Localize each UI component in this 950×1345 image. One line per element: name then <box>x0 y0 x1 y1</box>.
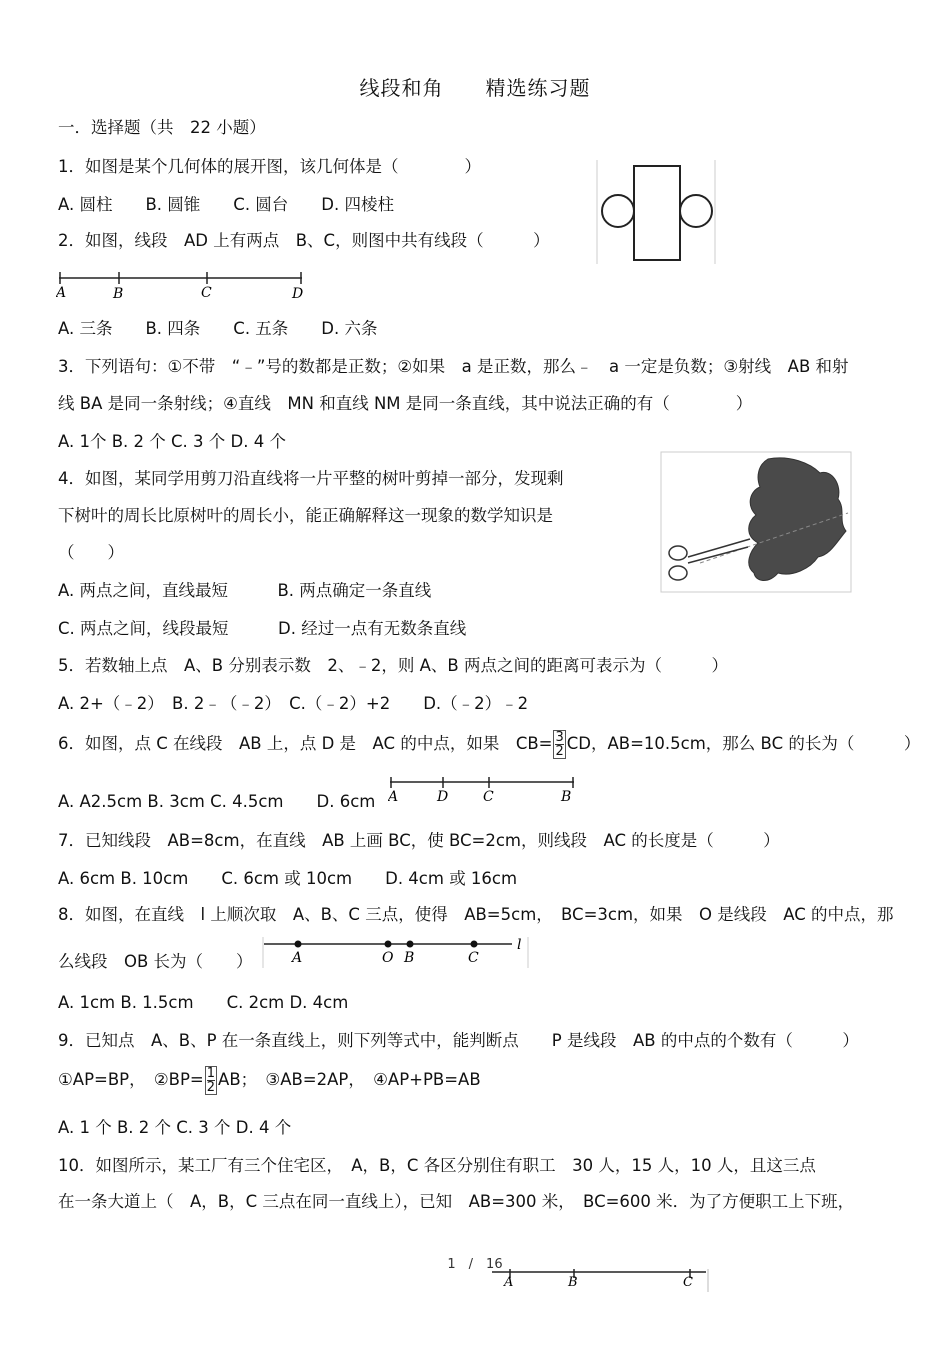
lateral-rectangle <box>634 166 680 260</box>
question-9: 9．已知点 A、B、P 在一条直线上，则下列等式中，能判断点 P 是线段 AB 的中点的个数有（ ） <box>58 1031 859 1050</box>
question-4-line-3: （ ） <box>58 543 124 562</box>
options-4-line-2: C. 两点之间，线段最短 D. 经过一点有无数条直线 <box>58 619 467 638</box>
fraction-numerator: 1 <box>206 1066 216 1081</box>
question-9-pre: ①AP=BP， ②BP= <box>58 1070 204 1089</box>
fraction-denominator: 2 <box>206 1080 216 1095</box>
question-6-post: CD，AB=10.5cm，那么 BC 的长为（ ） <box>566 734 921 753</box>
point-b <box>407 941 414 948</box>
question-1: 1．如图是某个几何体的展开图，该几何体是（ ） <box>58 157 481 176</box>
point-o <box>385 941 392 948</box>
point-a <box>295 941 302 948</box>
point-c <box>471 941 478 948</box>
fraction-denominator: 2 <box>555 744 564 759</box>
question-3-line-1: 3．下列语句：①不带 “﹣”号的数都是正数；②如果 a 是正数，那么﹣ a 一定是负数；③射线 AB 和射 <box>58 357 849 376</box>
label-a: A <box>56 285 67 301</box>
question-3-line-2: 线 BA 是同一条射线；④直线 MN 和直线 NM 是同一条直线，其中说法正确的有（ ） <box>58 394 753 413</box>
options-5: A. 2+（﹣2） B. 2﹣（﹣2） C.（﹣2）+2 D.（﹣2）﹣2 <box>58 694 529 713</box>
cylinder-net-figure <box>596 158 718 266</box>
label-b: B <box>568 1275 578 1290</box>
label-c: C <box>483 789 494 805</box>
question-9-conditions <box>58 1066 481 1095</box>
options-7: A. 6cm B. 10cm C. 6cm 或 10cm D. 4cm 或 16cm <box>58 869 518 888</box>
question-7: 7．已知线段 AB=8cm，在直线 AB 上画 BC，使 BC=2cm，则线段 AC 的长度是（ ） <box>58 831 780 850</box>
question-8-line-2: 么线段 OB 长为（ ） <box>58 952 253 971</box>
question-8-line-1: 8．如图，在直线 l 上顺次取 A、B、C 三点，使得 AB=5cm， BC=3cm，如果 O 是线段 AC 的中点，那 <box>58 905 894 924</box>
scissors-handle-lower <box>669 566 687 580</box>
question-4-line-2: 下树叶的周长比原树叶的周长小，能正确解释这一现象的数学知识是 <box>58 506 553 525</box>
label-d: D <box>292 286 304 302</box>
label-d: D <box>437 789 449 805</box>
question-10-line-2: 在一条大道上（ A，B，C 三点在同一直线上），已知 AB=300 米， BC=600 米．为了方便职工上下班， <box>58 1192 855 1211</box>
question-6-pre: 6．如图，点 C 在线段 AB 上，点 D 是 AC 的中点，如果 CB= <box>58 734 553 753</box>
question-4-line-1: 4．如图，某同学用剪刀沿直线将一片平整的树叶剪掉一部分，发现剩 <box>58 469 564 488</box>
options-1: A. 圆柱 B. 圆锥 C. 圆台 D. 四棱柱 <box>58 195 395 214</box>
fraction-numerator: 3 <box>555 730 564 745</box>
segment-ab-figure-q6 <box>388 774 580 808</box>
question-6 <box>58 730 920 759</box>
label-a: A <box>388 789 399 805</box>
options-4-line-1: A. 两点之间，直线最短 B. 两点确定一条直线 <box>58 581 432 600</box>
label-b: B <box>561 789 572 805</box>
options-8: A. 1cm B. 1.5cm C. 2cm D. 4cm <box>58 993 349 1012</box>
section-heading: 一．选择题（共 22 小题） <box>58 118 266 137</box>
label-a: A <box>292 950 303 966</box>
segment-ad-figure <box>56 268 308 302</box>
avenue-abc-figure <box>490 1268 712 1294</box>
options-6: A. A2.5cm B. 3cm C. 4.5cm D. 6cm <box>58 792 376 811</box>
label-a: A <box>504 1275 514 1290</box>
label-c: C <box>468 950 479 966</box>
label-c: C <box>201 285 212 301</box>
leaf-shape <box>749 458 846 581</box>
question-2: 2．如图，线段 AD 上有两点 B、C，则图中共有线段（ ） <box>58 231 550 250</box>
scissors-handle-upper <box>669 546 687 560</box>
fraction <box>205 1066 217 1095</box>
label-l: l <box>517 937 522 953</box>
title: 线段和角 精选练习题 <box>359 76 591 100</box>
options-3: A. 1个 B. 2 个 C. 3 个 D. 4 个 <box>58 432 286 451</box>
label-o: O <box>382 950 394 966</box>
question-10-line-1: 10．如图所示，某工厂有三个住宅区， A，B，C 各区分别住有职工 30 人，15 人，10 人，且这三点 <box>58 1156 816 1175</box>
page-number: 1 / 16 <box>447 1257 503 1272</box>
fraction <box>553 730 565 759</box>
options-9: A. 1 个 B. 2 个 C. 3 个 D. 4 个 <box>58 1118 292 1137</box>
question-5: 5．若数轴上点 A、B 分别表示数 2、﹣2，则 A、B 两点之间的距离可表示为（ ） <box>58 656 728 675</box>
label-b: B <box>404 950 415 966</box>
leaf-scissors-figure <box>660 451 854 595</box>
base-circle-left <box>602 195 634 227</box>
base-circle-right <box>680 195 712 227</box>
line-l-figure <box>262 936 530 970</box>
question-9-post: AB； ③AB=2AP， ④AP+PB=AB <box>218 1070 481 1089</box>
options-2: A. 三条 B. 四条 C. 五条 D. 六条 <box>58 319 378 338</box>
label-c: C <box>683 1275 693 1290</box>
label-b: B <box>113 286 124 302</box>
